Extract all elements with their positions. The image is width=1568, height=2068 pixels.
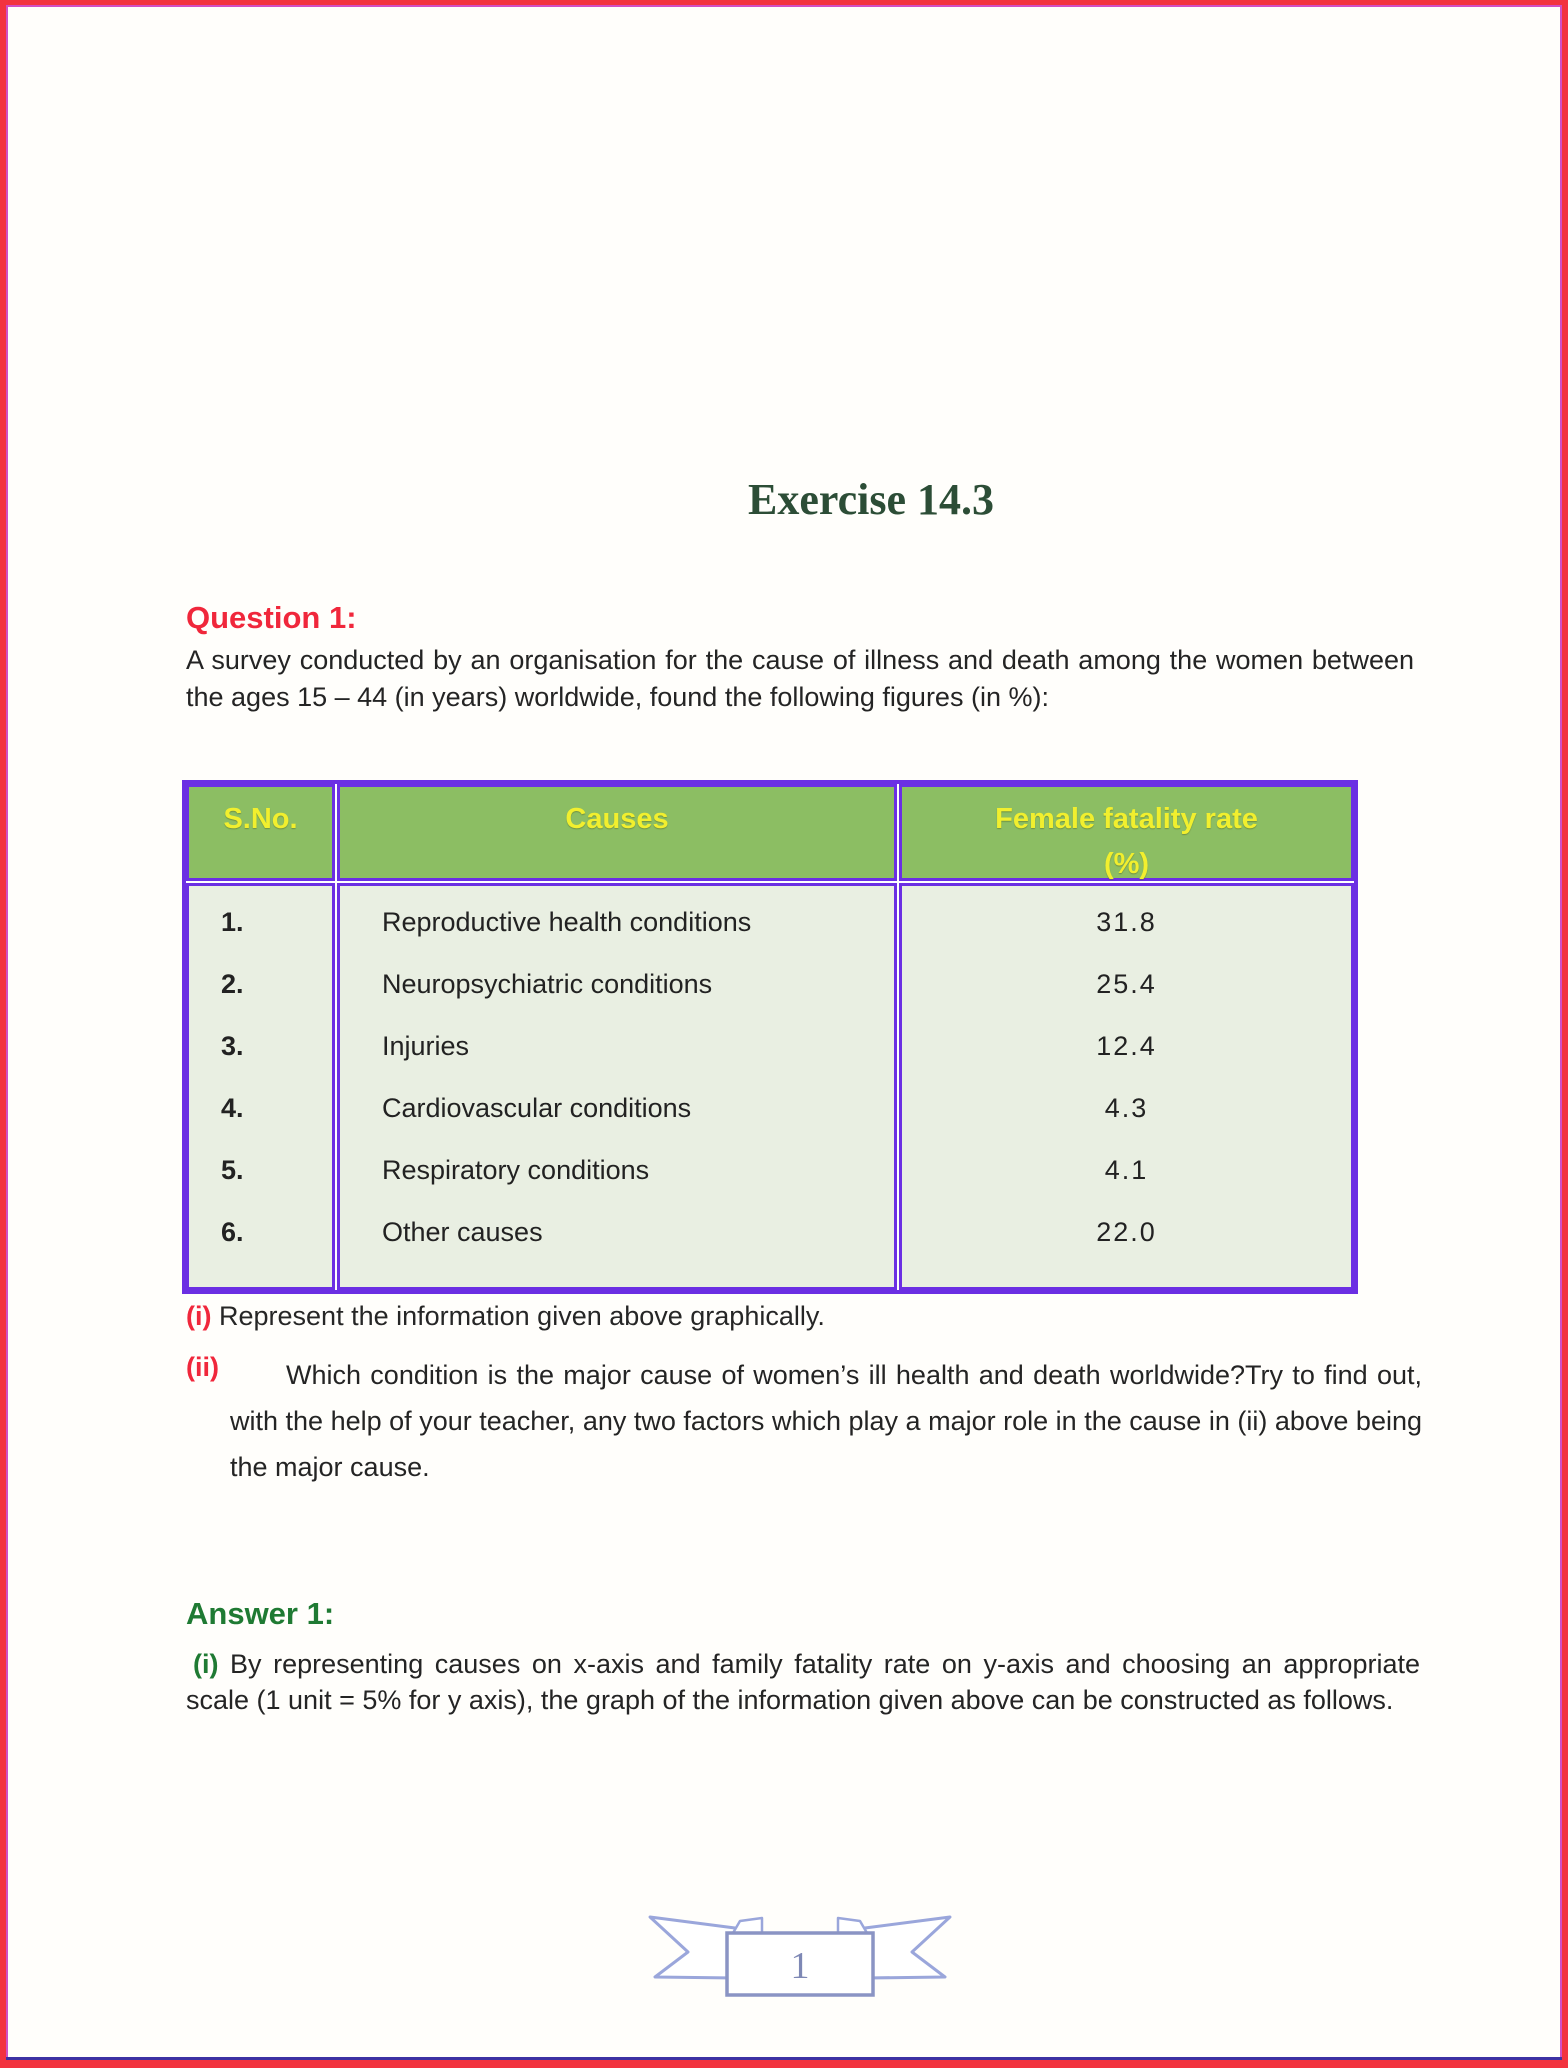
table-column-rate (899, 883, 1354, 1290)
table-row-sno: 2. (221, 968, 244, 999)
table-column-causes (337, 883, 897, 1290)
answer-part-i-label: (i) (193, 1649, 219, 1679)
answer-label: Answer 1: (186, 1596, 335, 1631)
table-row-cause: Respiratory conditions (382, 1154, 650, 1185)
ribbon-right-flag (865, 1917, 950, 1978)
table-header-causes: Causes (337, 784, 897, 881)
table-row-cause: Reproductive health conditions (382, 906, 752, 937)
table-row-cause: Cardiovascular conditions (382, 1092, 692, 1123)
table-row-rate: 12.4 (1096, 1030, 1157, 1061)
page-number-ribbon (640, 1908, 960, 2008)
table-row-cause: Neuropsychiatric conditions (382, 968, 713, 999)
part-i-label: (i) (186, 1301, 212, 1331)
table-column-sno (186, 883, 335, 1290)
table-row-rate: 25.4 (1096, 968, 1157, 999)
question-part-i (186, 1298, 1422, 1335)
data-table (182, 780, 1358, 1294)
ribbon-left-flag (650, 1917, 735, 1978)
table-row-sno: 1. (221, 906, 244, 937)
page-title: Exercise 14.3 (747, 475, 995, 524)
table-row-sno: 6. (221, 1216, 244, 1247)
question-intro: A survey conducted by an organisation for the cause of illness and death among the women between the ages 15 – 44 (in years) worldwide, found the following figures (in %): (186, 645, 1414, 712)
table-header-rate (899, 784, 1354, 881)
answer-text (186, 1646, 1420, 1718)
table-row-rate: 4.1 (1104, 1154, 1149, 1185)
part-i-text: Represent the information given above graphically. (219, 1301, 825, 1331)
table-row-rate: 4.3 (1104, 1092, 1149, 1123)
ribbon-right-fold (838, 1918, 867, 1933)
table-row-sno: 3. (221, 1030, 244, 1061)
part-ii-label: (ii) (186, 1352, 219, 1382)
question-label: Question 1: (186, 600, 357, 635)
table-header-sno: S.No. (186, 784, 335, 881)
bottom-accent-line (6, 2057, 1562, 2060)
page-number: 1 (790, 1945, 810, 1987)
table-header-rate-line2: (%) (1103, 848, 1150, 880)
table-row-rate: 22.0 (1096, 1216, 1157, 1247)
answer-part-i-text: By representing causes on x-axis and family fatality rate on y-axis and choosing an appropriate scale (1 unit = 5% for y axis), the graph of the information given above can be constructed as follows. (186, 1649, 1420, 1715)
ribbon-left-fold (733, 1918, 762, 1933)
table-row-sno: 5. (221, 1154, 244, 1185)
table-row-cause: Other causes (382, 1216, 543, 1247)
table-row-rate: 31.8 (1096, 906, 1157, 937)
part-ii-text: Which condition is the major cause of women’s ill health and death worldwide?Try to find out, with the help of your teacher, any two factors which play a major role in the cause in (ii) above being the major cause. (230, 1360, 1422, 1482)
table-header-rate-line1: Female fatality rate (995, 803, 1258, 835)
question-part-ii (186, 1352, 1422, 1490)
table-row-cause: Injuries (382, 1030, 470, 1061)
table-row-sno: 4. (221, 1092, 244, 1123)
